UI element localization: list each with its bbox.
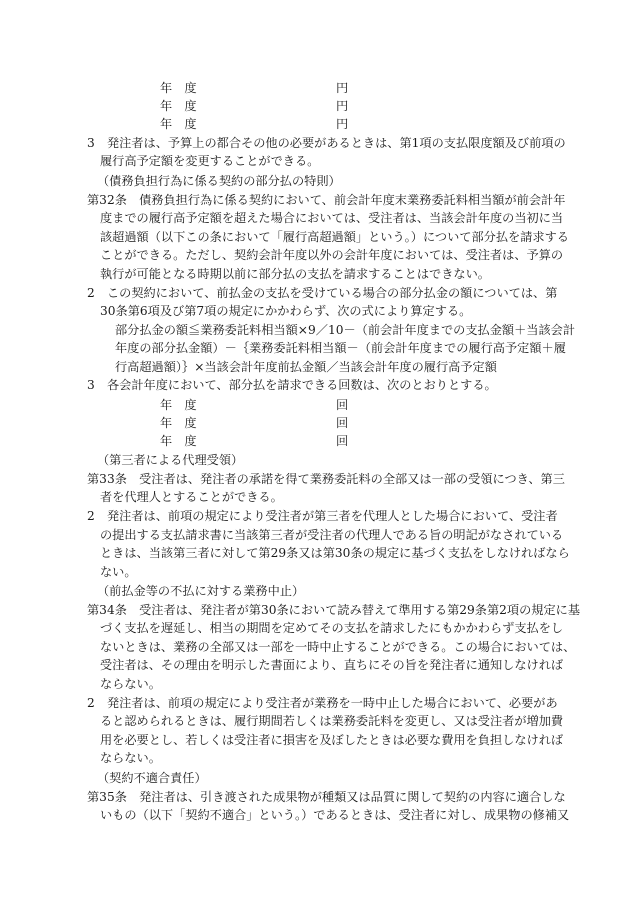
paragraph-line: 履行高予定額を変更することができる。 bbox=[100, 154, 320, 168]
paragraph-line: ないときは、業務の全部又は一部を一時中止することができる。この場合においては、 bbox=[100, 640, 576, 654]
formula-line: 部分払金の額≦業務委託料相当額×9／10－（前会計年度までの支払金額＋当該会計 bbox=[115, 323, 576, 337]
paragraph-line: ると認められるときは、履行期間若しくは業務委託料を変更し、又は受注者が増加費 bbox=[100, 714, 564, 728]
paragraph-line: づく支払を遅延し、相当の期間を定めてその支払を請求したにもかかわらず支払をし bbox=[100, 621, 564, 635]
paragraph-line: 者を代理人とすることができる。 bbox=[100, 490, 283, 504]
paragraph-line: 3 発注者は、予算上の都合その他の必要があるときは、第1項の支払限度額及び前項の bbox=[87, 136, 566, 150]
year-label: 年 度 bbox=[160, 99, 197, 113]
count-unit: 回 bbox=[336, 398, 349, 412]
yen-unit: 円 bbox=[336, 81, 349, 95]
paragraph-line: 受注者は、その理由を明示した書面により、直ちにその旨を発注者に通知しなければ bbox=[100, 658, 564, 672]
paragraph-line: ならない。 bbox=[100, 677, 161, 691]
paragraph-line: 第35条 発注者は、引き渡された成果物が種類又は品質に関して契約の内容に適合しな bbox=[87, 790, 566, 804]
count-unit: 回 bbox=[336, 434, 349, 448]
paragraph-line: 2 発注者は、前項の規定により受注者が第三者を代理人とした場合において、受注者 bbox=[87, 509, 558, 523]
paragraph-line: 第33条 受注者は、発注者の承諾を得て業務委託料の全部又は一部の受領につき、第三 bbox=[87, 472, 565, 486]
paragraph-line: ならない。 bbox=[100, 751, 161, 765]
paragraph-line: 執行が可能となる時期以前に部分払の支払を請求することはできない。 bbox=[100, 267, 490, 281]
formula-line: 年度の部分払金額）－｛業務委託料相当額－（前会計年度までの履行高予定額＋履 bbox=[115, 341, 566, 355]
article-heading: （契約不適合責任） bbox=[97, 771, 207, 785]
yen-unit: 円 bbox=[336, 117, 349, 131]
paragraph-line: 2 発注者は、前項の規定により受注者が業務を一時中止した場合において、必要があ bbox=[87, 696, 558, 710]
article-heading: （債務負担行為に係る契約の部分払の特則） bbox=[97, 174, 341, 188]
paragraph-line: 用を必要とし、若しくは受注者に損害を及ぼしたときは必要な費用を負担しなければ bbox=[100, 733, 564, 747]
formula-line: 行高超過額）｝×当該会計年度前払金額／当該会計年度の履行高予定額 bbox=[115, 360, 497, 374]
year-label: 年 度 bbox=[160, 398, 197, 412]
year-label: 年 度 bbox=[160, 434, 197, 448]
year-label: 年 度 bbox=[160, 117, 197, 131]
paragraph-line: 第32条 債務負担行為に係る契約において、前会計年度末業務委託料相当額が前会計年 bbox=[87, 193, 566, 207]
paragraph-line: 該超過額（以下この条において「履行高超過額」という。）について部分払を請求する bbox=[100, 230, 569, 244]
paragraph-line: ことができる。ただし、契約会計年度以外の会計年度においては、受注者は、予算の bbox=[100, 248, 564, 262]
paragraph-line: 度までの履行高予定額を超えた場合においては、受注者は、当該会計年度の当初に当 bbox=[100, 211, 564, 225]
article-heading: （前払金等の不払に対する業務中止） bbox=[97, 584, 305, 598]
paragraph-line: 第34条 受注者は、発注者が第30条において読み替えて準用する第29条第2項の規定に基 bbox=[87, 603, 581, 617]
paragraph-line: いもの（以下「契約不適合」という。）であるときは、受注者に対し、成果物の修補又 bbox=[100, 808, 570, 822]
paragraph-line: ときは、当該第三者に対して第29条又は第30条の規定に基づく支払をしなければなら bbox=[100, 546, 570, 560]
paragraph-line: 2 この契約において、前払金の支払を受けている場合の部分払金の額については、第 bbox=[87, 286, 558, 300]
paragraph-line: 3 各会計年度において、部分払を請求できる回数は、次のとおりとする。 bbox=[87, 378, 497, 392]
paragraph-line: の提出する支払請求書に当該第三者が受注者の代理人である旨の明記がなされている bbox=[100, 528, 564, 542]
yen-unit: 円 bbox=[336, 99, 349, 113]
paragraph-line: ない。 bbox=[100, 565, 137, 579]
paragraph-line: 30条第6項及び第7項の規定にかかわらず、次の式により算定する。 bbox=[100, 304, 472, 318]
year-label: 年 度 bbox=[160, 81, 197, 95]
article-heading: （第三者による代理受領） bbox=[97, 453, 244, 467]
count-unit: 回 bbox=[336, 416, 349, 430]
year-label: 年 度 bbox=[160, 416, 197, 430]
